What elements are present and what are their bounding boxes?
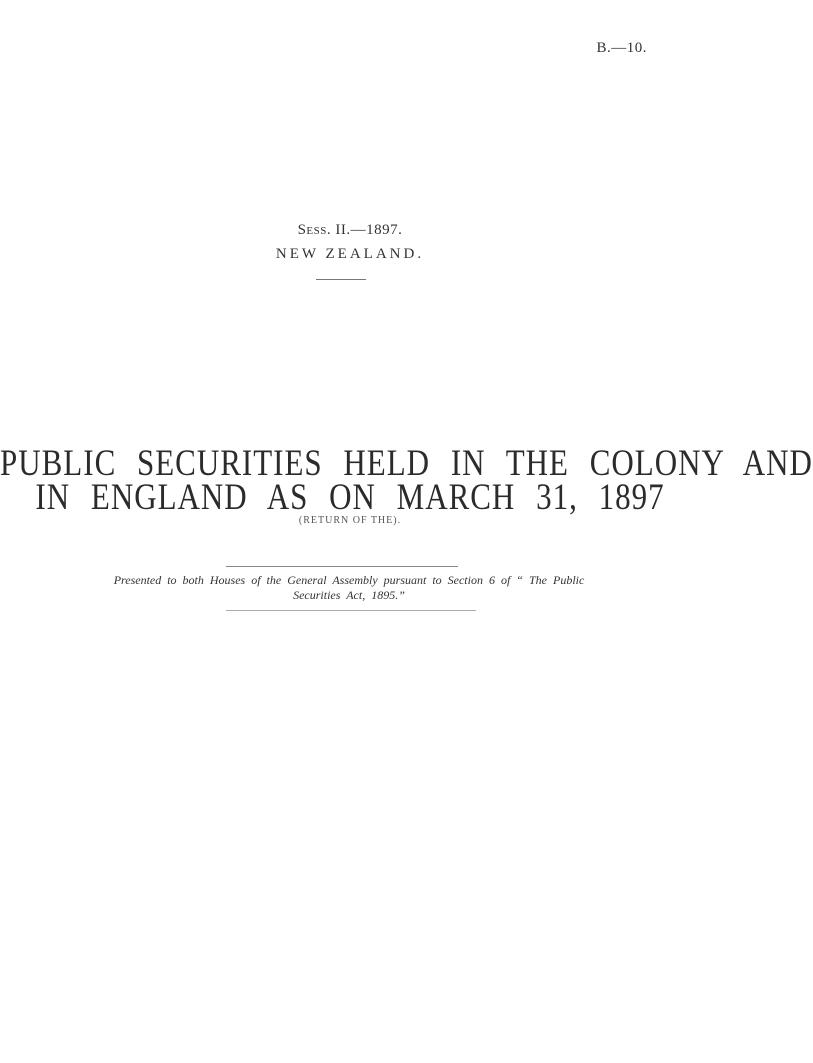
session-prefix: Sess.: [297, 222, 332, 238]
session-heading: [0, 222, 700, 239]
presentation-note: [64, 573, 634, 603]
country-heading: NEW ZEALAND.: [275, 246, 425, 262]
header-divider: [316, 279, 366, 280]
document-title-line-1: PUBLIC SECURITIES HELD IN THE COLONY AND: [0, 442, 813, 484]
presented-rule-top: [226, 566, 458, 567]
document-title-line-2: IN ENGLAND AS ON MARCH 31, 1897: [35, 476, 665, 518]
document-subtitle: (RETURN OF THE).: [298, 515, 402, 526]
document-reference-number: B.—10.: [596, 40, 647, 56]
session-year: II.—1897.: [331, 222, 403, 238]
presentation-note-line-2: Securities Act, 1895.”: [293, 588, 405, 602]
presentation-note-line-1: Presented to both Houses of the General Assembly pursuant to Section 6 of “ The Public: [113, 573, 585, 587]
presented-rule-bottom: [226, 610, 476, 611]
